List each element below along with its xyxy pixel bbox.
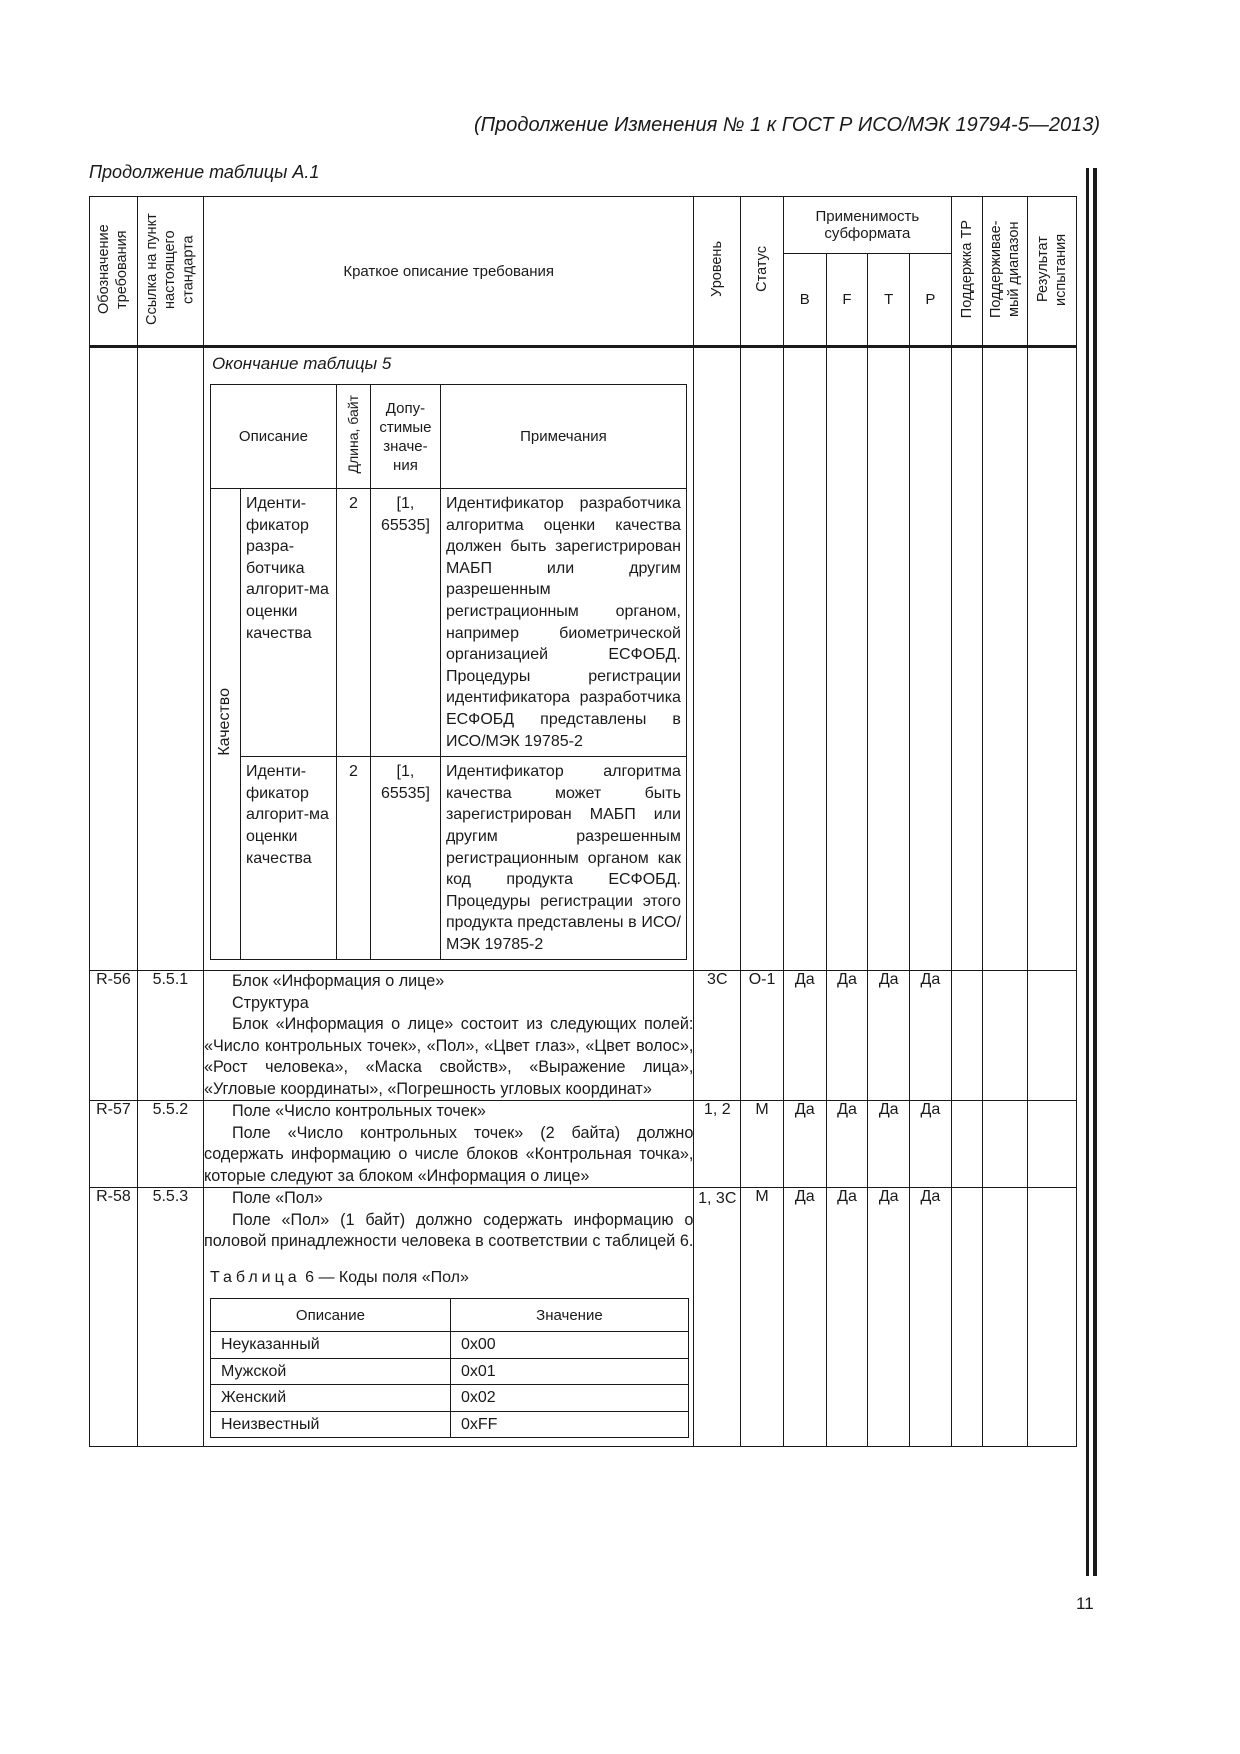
table6-value: 0x00 — [450, 1332, 688, 1359]
sub-p: Да — [910, 1188, 952, 1447]
table6-value: 0x02 — [450, 1385, 688, 1412]
table5-notes: Идентификатор алгоритма качества может быть зарегистрирован МАБП или другим разрешенным регистрационным органом как код продукта ЕСФОБД. Процедуры регистрации этого продукта представлены в ИСО/МЭК 19785-2 — [440, 757, 686, 960]
change-bar — [1086, 168, 1089, 1576]
table6-col-value: Значение — [450, 1299, 688, 1332]
table-row — [90, 347, 1077, 971]
sub-p: Да — [910, 1101, 952, 1188]
col-header-status: Статус — [741, 197, 784, 347]
col-header-test-result: Результат испытания — [1028, 197, 1077, 347]
req-id: R-57 — [90, 1101, 138, 1188]
sub-p: Да — [910, 971, 952, 1101]
clause-ref: 5.5.2 — [137, 1101, 203, 1188]
document-title: (Продолжение Изменения № 1 к ГОСТ Р ИСО/МЭК 19794-5—2013) — [473, 114, 1100, 136]
table6-desc: Женский — [210, 1385, 450, 1412]
table5-col-allowed: Допу-стимые значе-ния — [370, 385, 440, 489]
table6-row — [210, 1358, 688, 1385]
table5-allowed: [1, 65535] — [370, 489, 440, 757]
req-summary: Поле «Число контрольных точек» Поле «Число контрольных точек» (2 байта) должно содержать информацию о числе блоков «Контрольная точка», которые следуют за блоком «Информация о лице» — [203, 1101, 693, 1188]
sub-b: Да — [783, 1188, 826, 1447]
sub-t: Да — [868, 971, 910, 1101]
col-header-sub-t: T — [868, 254, 910, 347]
req-summary: Поле «Пол» Поле «Пол» (1 байт) должно содержать информацию о половой принадлежности человека в соответствии с таблицей 6. Таблица 6 — Коды поля «Пол» Описание Значение Неуказанный 0x00 Мужской 0x01 Женский 0x02 Неизвестный 0xFF — [203, 1188, 693, 1447]
table-row — [90, 1101, 1077, 1188]
table5-col-len: Длина, байт — [336, 385, 370, 489]
col-header-tp-support: Поддержка ТР — [951, 197, 983, 347]
table6-desc: Мужской — [210, 1358, 450, 1385]
table5-len: 2 — [336, 757, 370, 960]
table6-desc: Неуказанный — [210, 1332, 450, 1359]
col-header-applicability: Применимость субформата — [783, 197, 951, 254]
table6-row — [210, 1332, 688, 1359]
table5-allowed: [1, 65535] — [370, 757, 440, 960]
change-bar — [1093, 168, 1097, 1576]
level: 1, 2 — [694, 1101, 741, 1188]
col-header-sub-f: F — [826, 254, 868, 347]
sub-f: Да — [826, 1188, 868, 1447]
col-header-req-id: Обозначение требования — [90, 197, 138, 347]
req-summary: Блок «Информация о лице» Структура Блок «Информация о лице» состоит из следующих полей: «Число контрольных точек», «Пол», «Цвет глаз», «Цвет волос», «Рост человека», «Маска свойств», «Выражение лица», «Угловые координаты», «Погрешность угловых координат» — [203, 971, 693, 1101]
sub-f: Да — [826, 1101, 868, 1188]
req-id: R-56 — [90, 971, 138, 1101]
col-header-summary: Краткое описание требования — [203, 197, 693, 347]
table-continuation-label: Продолжение таблицы А.1 — [89, 162, 320, 182]
table5-col-notes: Примечания — [440, 385, 686, 489]
table5-row — [210, 489, 686, 757]
col-header-sub-b: B — [783, 254, 826, 347]
table6-caption: Таблица 6 — Коды поля «Пол» — [209, 1268, 469, 1286]
table5-group-label: Качество — [210, 489, 240, 960]
col-header-clause: Ссылка на пункт настоящего стандарта — [137, 197, 203, 347]
sub-t: Да — [868, 1188, 910, 1447]
table6 — [210, 1298, 689, 1438]
sub-f: Да — [826, 971, 868, 1101]
table5-col-desc: Описание — [210, 385, 336, 489]
table-row — [90, 1188, 1077, 1447]
col-header-supported-range: Поддерживае-мый диапазон — [983, 197, 1028, 347]
table6-col-desc: Описание — [210, 1299, 450, 1332]
status: М — [741, 1188, 784, 1447]
table-row — [90, 971, 1077, 1101]
table6-row — [210, 1385, 688, 1412]
sub-t: Да — [868, 1101, 910, 1188]
level: 3С — [694, 971, 741, 1101]
clause-ref: 5.5.1 — [137, 971, 203, 1101]
table5-desc: Иденти-фикатор разра-ботчика алгорит-ма оценки качества — [240, 489, 336, 757]
table5-notes: Идентификатор разработчика алгоритма оценки качества должен быть зарегистрирован МАБП или другим разрешенным регистрационным органом, например биометрической организацией ЕСФОБД. Процедуры регистрации идентификатора разработчика ЕСФОБД представлены в ИСО/МЭК 19785-2 — [440, 489, 686, 757]
table6-row — [210, 1411, 688, 1438]
table5-desc: Иденти-фикатор алгорит-ма оценки качества — [240, 757, 336, 960]
table6-value: 0x01 — [450, 1358, 688, 1385]
table6-value: 0xFF — [450, 1411, 688, 1438]
col-header-sub-p: P — [910, 254, 952, 347]
page-number: 11 — [1076, 1594, 1094, 1613]
table6-desc: Неизвестный — [210, 1411, 450, 1438]
table5-title: Окончание таблицы 5 — [211, 354, 392, 373]
table5-len: 2 — [336, 489, 370, 757]
table5 — [210, 384, 687, 960]
sub-b: Да — [783, 971, 826, 1101]
status: О-1 — [741, 971, 784, 1101]
status: М — [741, 1101, 784, 1188]
requirements-table — [89, 196, 1077, 1447]
req-id: R-58 — [90, 1188, 138, 1447]
table5-row — [210, 757, 686, 960]
sub-b: Да — [783, 1101, 826, 1188]
clause-ref: 5.5.3 — [137, 1188, 203, 1447]
col-header-level: Уровень — [694, 197, 741, 347]
level: 1, 3С — [694, 1188, 741, 1447]
